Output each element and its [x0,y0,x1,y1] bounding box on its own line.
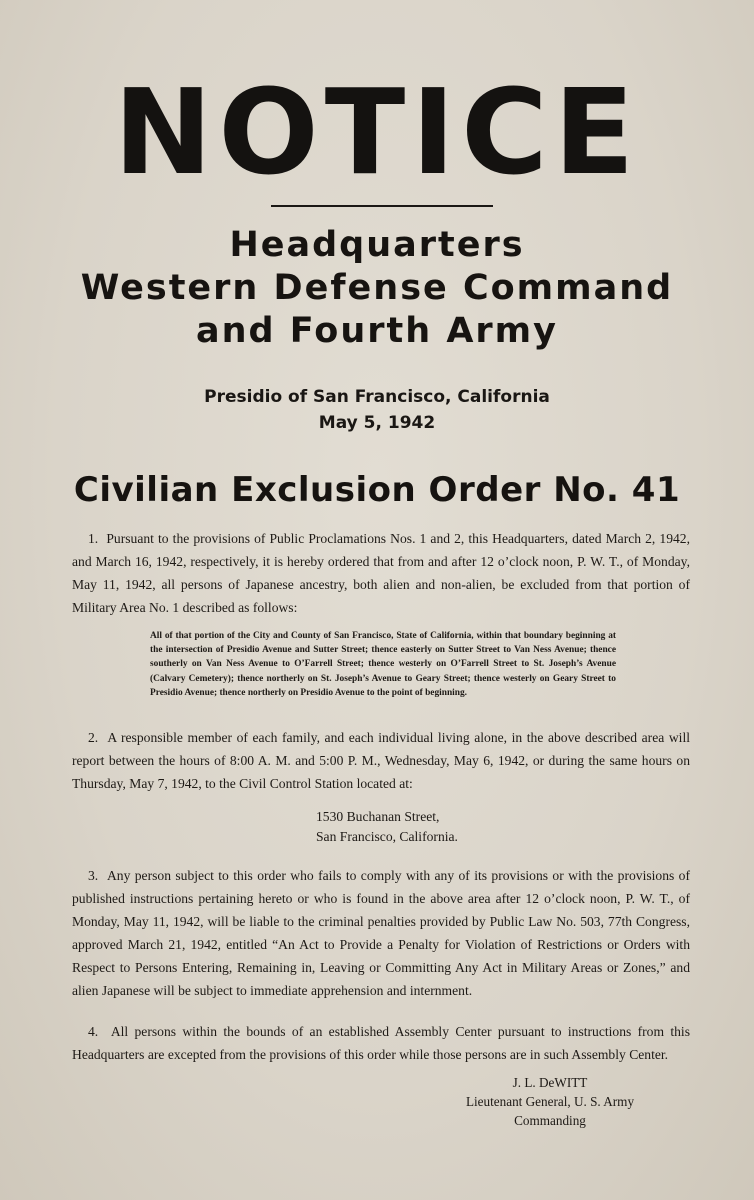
notice-headline: NOTICE [113,63,641,201]
order-title: Civilian Exclusion Order No. 41 [73,470,681,510]
date-text: May 5, 1942 [318,413,436,433]
paragraph-4-number: 4. [88,1024,99,1039]
paragraph-3-text: Any person subject to this order who fails to comply with any of its provisions or with the provisions of published instructions pertaining hereto or who is found in the above area after 12 o’clock noon, P. W. T., of Monday, May 11, 1942, will be liable to the criminal penalties provided by Public Law No. 503, 77th Congress, approved March 21, 1942, entitled “An Act to Provide a Penalty for Violation of Restrictions or Orders with Respect to Persons Entering, Remaining in, Leaving or Committing Any Act in Military Areas or Zones,” and alien Japanese will be subject to immediate apprehension and internment. [72,868,691,998]
divider-rule [271,205,493,207]
headquarters-line-2: Western Defense Command [80,268,674,308]
signature-role: Commanding [514,1113,586,1128]
signature-name: J. L. DeWITT [512,1075,588,1090]
paragraph-2-text: A responsible member of each family, and each individual living alone, in the above described area will report between the hours of 8:00 A. M. and 5:00 P. M., Wednesday, May 6, 1942, or during the same hours on Thursday, May 7, 1942, to the Civil Control Station located at: [72,730,691,791]
paragraph-1-number: 1. [88,531,99,546]
address-line-1: 1530 Buchanan Street, [316,809,440,824]
paragraph-4 [72,1020,690,1066]
paragraph-1-text: Pursuant to the provisions of Public Proclamations Nos. 1 and 2, this Headquarters, dated March 2, 1942, and March 16, 1942, respectively, it is hereby ordered that from and after 12 o’clock noon, P. W. T., of Monday, May 11, 1942, all persons of Japanese ancestry, both alien and non-alien, be excluded from that portion of Military Area No. 1 described as follows: [72,531,691,615]
address-line-2: San Francisco, California. [316,829,458,844]
location-date-block [0,384,754,436]
boundary-description: All of that portion of the City and County of San Francisco, State of California, within that boundary beginning at the intersection of Presidio Avenue and Sutter Street; thence easterly on Sutter Street to Van Ness Avenue; thence southerly on Van Ness Avenue to O’Farrell Street; thence westerly on O’Farrell Street to St. Joseph’s Avenue (Calvary Cemetery); thence northerly on St. Joseph’s Avenue to Geary Street; thence westerly on Geary Street to Presidio Avenue; thence northerly on Presidio Avenue to the point of beginning. [150,631,616,698]
paragraph-1 [72,527,690,619]
signature-title: Lieutenant General, U. S. Army [465,1094,635,1109]
paragraph-3 [72,864,690,1002]
headquarters-line-3: and Fourth Army [196,311,558,351]
signature-block [430,1073,670,1130]
paragraph-4-text: All persons within the bounds of an established Assembly Center pursuant to instructions from this Headquarters are excepted from the provisions of this order while those persons are in such Assembly Center. [72,1024,690,1062]
paragraph-2 [72,726,690,795]
headquarters-block [0,224,754,353]
paragraph-2-number: 2. [88,730,99,745]
control-station-address [316,807,458,847]
headquarters-line-1: Headquarters [229,225,525,265]
paragraph-3-number: 3. [88,868,99,883]
location-text: Presidio of San Francisco, California [204,387,550,407]
